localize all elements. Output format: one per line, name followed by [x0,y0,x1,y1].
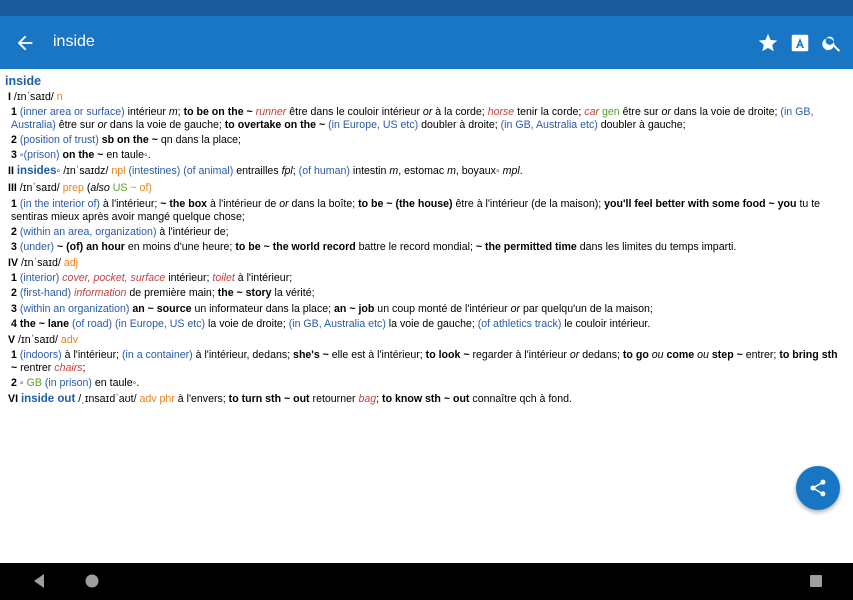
sense-4-2: 2 (first-hand) information de première main; the ~ story la vérité; [11,287,315,299]
sense-4-4: 4 the ~ lane (of road) (in Europe, US etc) la voie de droite; (in GB, Australia etc) la voie de gauche; (of athletics track) le couloir intérieur. [11,318,651,330]
dictionary-entry [0,69,853,563]
status-bar [0,0,853,16]
sense-4-1: 1 (interior) cover, pocket, surface intérieur; toilet à l'intérieur; [11,272,293,284]
headword: inside [5,74,42,88]
sense-3-1: 1 (in the interior of) à l'intérieur; ~ the box à l'intérieur de or dans la boîte; to be ~ (the house) être à l'intérieur (de la maison); you'll feel better with some food ~ you tu te sentiras mieux après avoir mangé quelque chose; [11,198,821,223]
sense-group-2: II insides◦ /ɪnˈsaɪdz/ npl (intestines) (of animal) entrailles fpl; (of human) intestin m, estomac m, boyaux◦ mpl. [8,165,523,177]
sense-3-2: 2 (within an area, organization) à l'intérieur de; [11,226,229,238]
sense-1-2: 2 (position of trust) sb on the ~ qn dans la place; [11,134,241,146]
text-size-icon[interactable] [789,32,811,54]
sense-group-5: V /ɪnˈsaɪd/ adv [8,334,79,346]
page-title: inside [53,33,95,50]
arrow-left-icon[interactable] [14,32,36,54]
nav-back-icon[interactable] [32,573,46,594]
sense-group-4: IV /ɪnˈsaɪd/ adj [8,257,78,269]
sense-1-3: 3 ◦(prison) on the ~ en taule◦. [11,149,151,161]
app-bar [0,16,853,69]
sense-4-3: 3 (within an organization) an ~ source un informateur dans la place; an ~ job un coup monté de l'intérieur or par quelqu'un de la maison; [11,303,653,315]
sense-1-1: 1 (inner area or surface) intérieur m; to be on the ~ runner être dans le couloir intérieur or à la corde; horse tenir la corde; car gen être sur or dans la voie de droite; (in GB, Australia) être sur or dans la voie de gauche; to overtake on the ~ (in Europe, US etc) doubler à droite; (in GB, Australia etc) doubler à gauche; [11,106,814,131]
sense-3-3: 3 (under) ~ (of) an hour en moins d'une heure; to be ~ the world record battre le record mondial; ~ the permitted time dans les limites du temps imparti. [11,241,737,253]
star-icon[interactable] [757,32,779,54]
nav-recents-icon[interactable] [809,573,823,594]
sense-group-1: I /ɪnˈsaɪd/ n [8,91,63,103]
sense-group-3: III /ɪnˈsaɪd/ prep (also US ~ of) [8,182,152,194]
sense-5-1: 1 (indoors) à l'intérieur; (in a container) à l'intérieur, dedans; she's ~ elle est à l'intérieur; to look ~ regarder à l'intérieur or dedans; to go ou come ou step ~ entrer; to bring sth ~ rentrer chairs; [11,349,838,374]
sense-5-2: 2 ◦ GB (in prison) en taule◦. [11,377,140,389]
share-button[interactable] [796,466,840,510]
search-icon[interactable] [821,32,843,54]
nav-home-icon[interactable] [84,573,100,594]
system-nav-bar [0,563,853,600]
sense-group-6: VI inside out /ˌɪnsaɪdˈaʊt/ adv phr à l'envers; to turn sth ~ out retourner bag; to know sth ~ out connaître qch à fond. [8,393,572,405]
